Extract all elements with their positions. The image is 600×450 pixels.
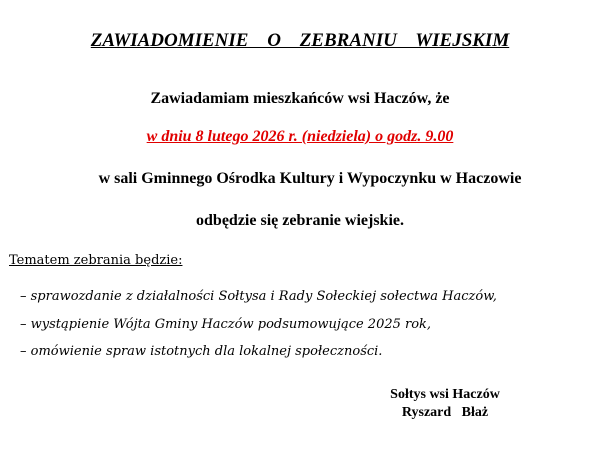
intro-line: Zawiadamiam mieszkańców wsi Haczów, że (150, 90, 450, 107)
topics-heading: Tematem zebrania będzie: (9, 253, 183, 268)
date-line (0, 128, 600, 146)
date-text: w dniu 8 lutego 2026 r. (niedziela) o godz. 9.00 (146, 128, 454, 145)
signature-name: Ryszard Błaż (401, 405, 489, 420)
place-line: w sali Gminnego Ośrodka Kultury i Wypoczynku w Haczowie (98, 170, 522, 187)
document-title: ZAWIADOMIENIE O ZEBRANIU WIEJSKIM (90, 30, 510, 51)
topic-item: – omówienie spraw istotnych dla lokalnej społeczności. (20, 344, 383, 359)
signature-role: Sołtys wsi Haczów (390, 387, 500, 402)
meeting-line: odbędzie się zebranie wiejskie. (196, 212, 404, 229)
topic-item: – wystąpienie Wójta Gminy Haczów podsumowujące 2025 rok, (20, 317, 432, 332)
topic-item: – sprawozdanie z działalności Sołtysa i Rady Sołeckiej sołectwa Haczów, (20, 289, 497, 304)
